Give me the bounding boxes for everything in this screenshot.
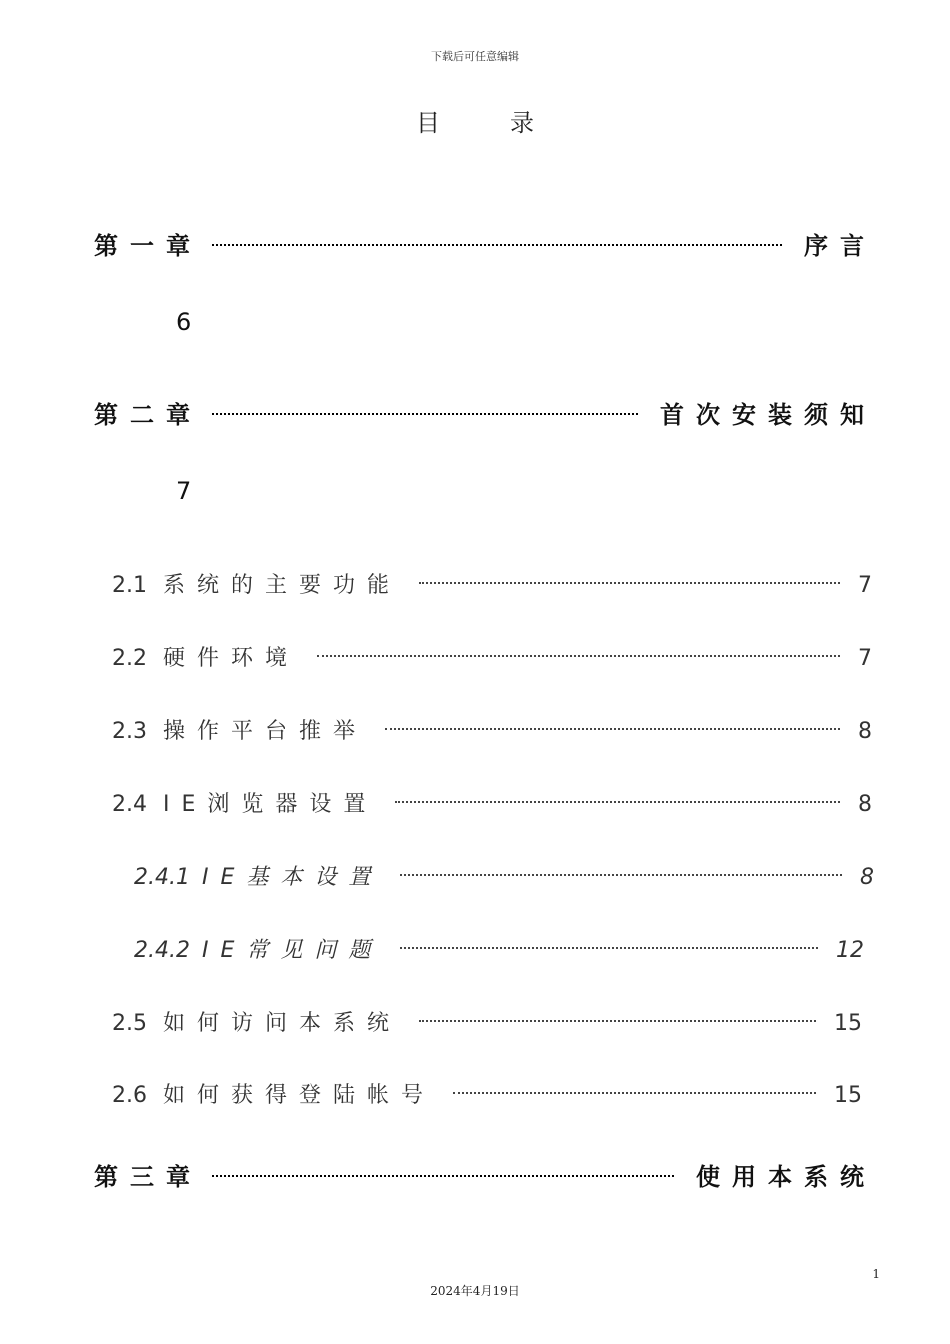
toc-entry-2-4-2[interactable] bbox=[134, 926, 864, 964]
subsection-number: 2.4.2 bbox=[134, 937, 190, 963]
toc-entry-2-5[interactable] bbox=[112, 999, 862, 1037]
chapter-title: 使用本系统 bbox=[696, 1163, 876, 1192]
section-page-number: 8 bbox=[858, 718, 872, 744]
page-number: 1 bbox=[872, 1267, 880, 1281]
toc-entry-chapter-1[interactable] bbox=[94, 221, 876, 261]
footer-date: 2024年4月19日 bbox=[430, 1284, 520, 1298]
section-number: 2.5 bbox=[112, 1010, 147, 1036]
toc-entry-2-6[interactable] bbox=[112, 1071, 862, 1109]
header-note: 下载后可任意编辑 bbox=[431, 50, 519, 63]
dot-leader bbox=[400, 918, 818, 949]
section-number: 2.3 bbox=[112, 718, 147, 744]
subsection-page-number: 12 bbox=[836, 937, 864, 963]
toc-entry-2-4[interactable] bbox=[112, 780, 872, 818]
subsection-title: IE常见问题 bbox=[201, 937, 383, 963]
section-page-number: 8 bbox=[858, 791, 872, 817]
chapter-label: 第三章 bbox=[94, 1163, 202, 1192]
dot-leader bbox=[419, 991, 816, 1022]
subsection-number: 2.4.1 bbox=[134, 864, 190, 890]
section-title: 系统的主要功能 bbox=[163, 572, 402, 598]
toc-entry-2-3[interactable] bbox=[112, 707, 872, 745]
section-number: 2.2 bbox=[112, 645, 147, 671]
dot-leader bbox=[317, 626, 840, 657]
section-number: 2.1 bbox=[112, 572, 147, 598]
dot-leader bbox=[453, 1063, 816, 1094]
chapter-page-number: 7 bbox=[176, 477, 192, 505]
section-number: 2.4 bbox=[112, 791, 147, 817]
section-title: 硬件环境 bbox=[163, 645, 300, 671]
toc-title: 目录 bbox=[416, 109, 604, 137]
section-title: 操作平台推举 bbox=[163, 718, 368, 744]
section-title: 如何访问本系统 bbox=[163, 1010, 402, 1036]
dot-leader bbox=[419, 553, 840, 584]
chapter-label: 第一章 bbox=[94, 232, 202, 261]
section-page-number: 7 bbox=[858, 572, 872, 598]
toc-entry-chapter-3[interactable] bbox=[94, 1152, 876, 1192]
toc-entry-chapter-2[interactable] bbox=[94, 390, 876, 430]
dot-leader bbox=[385, 699, 840, 730]
toc-entry-2-1[interactable] bbox=[112, 561, 872, 599]
section-page-number: 15 bbox=[834, 1010, 862, 1036]
chapter-label: 第二章 bbox=[94, 401, 202, 430]
chapter-title: 序言 bbox=[804, 232, 876, 261]
toc-entry-2-4-1[interactable] bbox=[134, 853, 874, 891]
dot-leader bbox=[395, 772, 840, 803]
chapter-title: 首次安装须知 bbox=[660, 401, 876, 430]
dot-leader bbox=[400, 845, 842, 876]
dot-leader bbox=[212, 213, 782, 246]
chapter-page-number: 6 bbox=[176, 308, 192, 336]
dot-leader bbox=[212, 1144, 674, 1177]
toc-entry-2-2[interactable] bbox=[112, 634, 872, 672]
subsection-title: IE基本设置 bbox=[201, 864, 383, 890]
section-page-number: 15 bbox=[834, 1082, 862, 1108]
dot-leader bbox=[212, 382, 638, 415]
section-page-number: 7 bbox=[858, 645, 872, 671]
section-title: 如何获得登陆帐号 bbox=[163, 1082, 436, 1108]
subsection-page-number: 8 bbox=[860, 864, 874, 890]
section-title: IE浏览器设置 bbox=[163, 791, 378, 817]
section-number: 2.6 bbox=[112, 1082, 147, 1108]
